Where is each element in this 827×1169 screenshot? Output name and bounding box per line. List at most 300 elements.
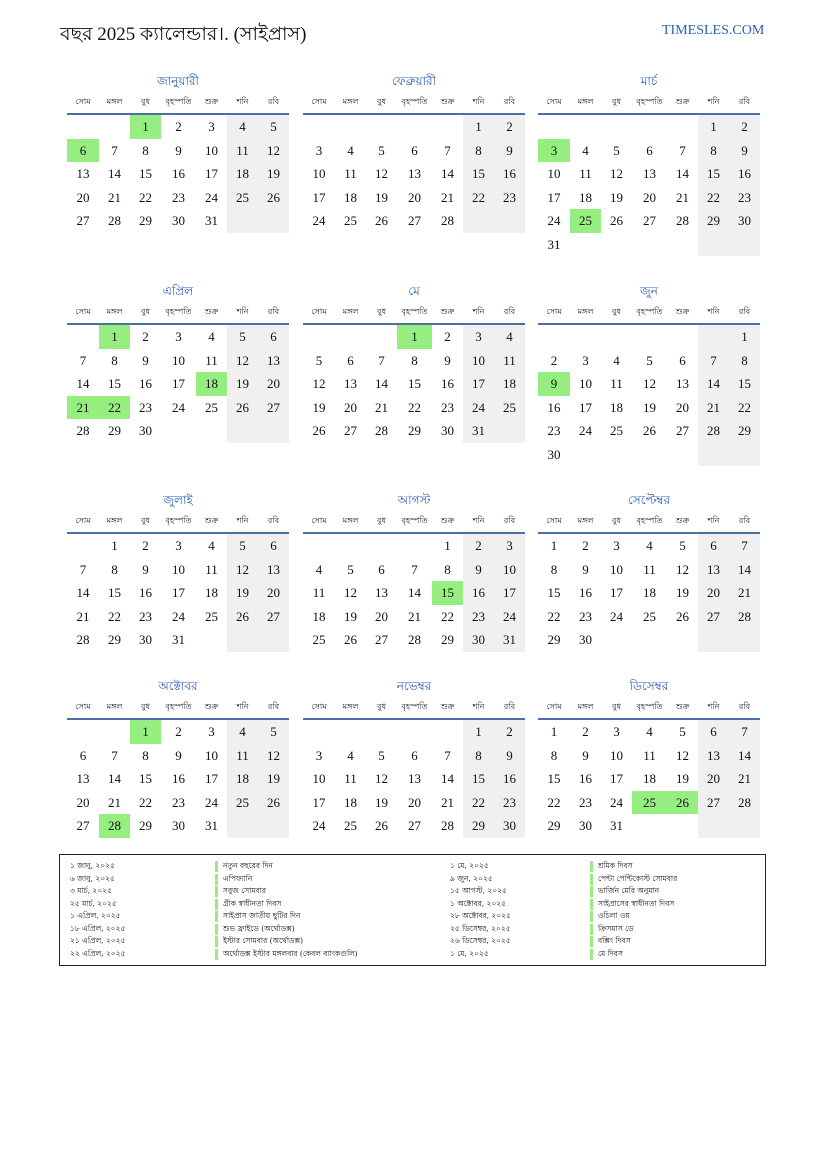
day-cell[interactable]: 27: [76, 213, 90, 228]
holiday-day-cell[interactable]: 25: [632, 791, 667, 815]
day-cell[interactable]: 24: [494, 605, 525, 629]
day-cell[interactable]: 17: [579, 399, 592, 415]
day-cell[interactable]: 13: [643, 166, 656, 181]
day-cell[interactable]: 12: [610, 166, 623, 181]
day-cell[interactable]: 7: [111, 747, 118, 763]
day-cell[interactable]: 21: [108, 794, 121, 810]
day-cell[interactable]: 20: [76, 794, 90, 810]
day-cell[interactable]: 18: [610, 399, 623, 415]
day-cell[interactable]: 2: [494, 115, 525, 139]
day-cell[interactable]: 17: [205, 771, 218, 786]
day-cell[interactable]: 19: [227, 581, 258, 605]
day-cell[interactable]: 10: [205, 142, 218, 158]
holiday-day-cell[interactable]: 6: [67, 139, 99, 163]
day-cell[interactable]: 28: [676, 213, 689, 228]
day-cell[interactable]: 16: [579, 585, 592, 600]
day-cell[interactable]: 26: [375, 818, 388, 833]
day-cell[interactable]: 11: [205, 352, 218, 368]
day-cell[interactable]: 30: [139, 423, 152, 438]
day-cell[interactable]: 21: [676, 189, 689, 205]
day-cell[interactable]: 25: [227, 791, 258, 815]
day-cell[interactable]: 20: [344, 399, 357, 415]
day-cell[interactable]: 27: [408, 213, 421, 228]
day-cell[interactable]: 22: [547, 794, 561, 810]
day-cell[interactable]: 20: [258, 372, 289, 396]
day-cell[interactable]: 5: [315, 352, 323, 368]
day-cell[interactable]: 8: [550, 747, 558, 763]
day-cell[interactable]: 24: [205, 794, 218, 810]
day-cell[interactable]: 8: [111, 561, 118, 577]
day-cell[interactable]: 12: [375, 771, 388, 786]
day-cell[interactable]: 17: [172, 376, 185, 391]
day-cell[interactable]: 29: [463, 814, 494, 838]
day-cell[interactable]: 1: [550, 538, 558, 553]
day-cell[interactable]: 4: [208, 538, 215, 553]
day-cell[interactable]: 20: [76, 189, 90, 205]
day-cell[interactable]: 16: [463, 581, 494, 605]
day-cell[interactable]: 2: [582, 724, 589, 739]
day-cell[interactable]: 13: [258, 349, 289, 373]
day-cell[interactable]: 5: [347, 561, 354, 577]
day-cell[interactable]: 15: [108, 585, 121, 600]
day-cell[interactable]: 8: [142, 142, 149, 158]
day-cell[interactable]: 28: [441, 213, 454, 228]
day-cell[interactable]: 6: [646, 142, 653, 158]
day-cell[interactable]: 18: [344, 794, 357, 810]
day-cell[interactable]: 28: [729, 791, 760, 815]
day-cell[interactable]: 1: [444, 538, 451, 553]
day-cell[interactable]: 15: [139, 166, 152, 181]
day-cell[interactable]: 22: [408, 399, 421, 415]
day-cell[interactable]: 15: [547, 585, 561, 600]
day-cell[interactable]: 3: [208, 119, 215, 134]
holiday-day-cell[interactable]: 9: [538, 372, 570, 396]
day-cell[interactable]: 30: [494, 814, 525, 838]
day-cell[interactable]: 20: [676, 399, 689, 415]
day-cell[interactable]: 1: [463, 115, 494, 139]
day-cell[interactable]: 6: [698, 534, 729, 558]
day-cell[interactable]: 19: [344, 608, 357, 624]
day-cell[interactable]: 31: [205, 818, 218, 833]
day-cell[interactable]: 7: [444, 747, 451, 763]
day-cell[interactable]: 21: [441, 189, 454, 205]
day-cell[interactable]: 18: [579, 189, 592, 205]
day-cell[interactable]: 24: [172, 399, 185, 415]
day-cell[interactable]: 2: [175, 724, 182, 739]
day-cell[interactable]: 11: [643, 747, 656, 763]
day-cell[interactable]: 14: [375, 376, 388, 391]
day-cell[interactable]: 14: [698, 372, 729, 396]
day-cell[interactable]: 24: [579, 423, 592, 438]
day-cell[interactable]: 20: [698, 767, 729, 791]
day-cell[interactable]: 16: [139, 585, 152, 600]
day-cell[interactable]: 3: [315, 142, 323, 158]
day-cell[interactable]: 8: [463, 744, 494, 768]
day-cell[interactable]: 8: [111, 352, 118, 368]
day-cell[interactable]: 17: [463, 372, 494, 396]
day-cell[interactable]: 12: [375, 166, 388, 181]
day-cell[interactable]: 18: [205, 585, 218, 600]
holiday-day-cell[interactable]: 1: [397, 325, 432, 349]
day-cell[interactable]: 13: [698, 744, 729, 768]
day-cell[interactable]: 26: [610, 213, 623, 228]
day-cell[interactable]: 17: [610, 585, 623, 600]
day-cell[interactable]: 14: [729, 744, 760, 768]
day-cell[interactable]: 30: [441, 423, 454, 438]
day-cell[interactable]: 7: [378, 352, 385, 368]
day-cell[interactable]: 29: [139, 818, 152, 833]
day-cell[interactable]: 21: [441, 794, 454, 810]
day-cell[interactable]: 26: [258, 791, 289, 815]
day-cell[interactable]: 11: [227, 744, 258, 768]
day-cell[interactable]: 23: [729, 186, 760, 210]
day-cell[interactable]: 9: [463, 558, 494, 582]
day-cell[interactable]: 28: [441, 818, 454, 833]
day-cell[interactable]: 24: [610, 608, 623, 624]
day-cell[interactable]: 8: [411, 352, 418, 368]
day-cell[interactable]: 16: [172, 771, 185, 786]
day-cell[interactable]: 21: [375, 399, 388, 415]
day-cell[interactable]: 5: [378, 142, 385, 158]
day-cell[interactable]: 6: [347, 352, 354, 368]
day-cell[interactable]: 8: [729, 349, 760, 373]
holiday-day-cell[interactable]: 1: [130, 115, 161, 139]
day-cell[interactable]: 25: [610, 423, 623, 438]
day-cell[interactable]: 8: [698, 139, 729, 163]
day-cell[interactable]: 15: [139, 771, 152, 786]
day-cell[interactable]: 22: [463, 791, 494, 815]
day-cell[interactable]: 4: [227, 115, 258, 139]
day-cell[interactable]: 15: [698, 162, 729, 186]
day-cell[interactable]: 30: [139, 632, 152, 647]
day-cell[interactable]: 10: [172, 352, 185, 368]
day-cell[interactable]: 5: [613, 142, 620, 158]
day-cell[interactable]: 7: [729, 720, 760, 744]
day-cell[interactable]: 12: [227, 558, 258, 582]
day-cell[interactable]: 19: [375, 794, 388, 810]
day-cell[interactable]: 24: [547, 213, 561, 228]
day-cell[interactable]: 30: [547, 446, 561, 462]
day-cell[interactable]: 25: [205, 608, 218, 624]
day-cell[interactable]: 12: [643, 376, 656, 391]
day-cell[interactable]: 2: [142, 329, 149, 344]
day-cell[interactable]: 25: [312, 632, 326, 647]
site-link[interactable]: TIMESLES.COM: [662, 23, 765, 38]
day-cell[interactable]: 30: [172, 818, 185, 833]
day-cell[interactable]: 15: [729, 372, 760, 396]
day-cell[interactable]: 19: [643, 399, 656, 415]
day-cell[interactable]: 19: [676, 585, 689, 600]
holiday-day-cell[interactable]: 1: [99, 325, 130, 349]
day-cell[interactable]: 20: [408, 794, 421, 810]
day-cell[interactable]: 8: [142, 747, 149, 763]
day-cell[interactable]: 1: [698, 115, 729, 139]
day-cell[interactable]: 26: [258, 186, 289, 210]
day-cell[interactable]: 12: [312, 376, 326, 391]
day-cell[interactable]: 3: [582, 352, 589, 368]
day-cell[interactable]: 27: [676, 423, 689, 438]
day-cell[interactable]: 22: [441, 608, 454, 624]
day-cell[interactable]: 9: [729, 139, 760, 163]
day-cell[interactable]: 6: [698, 720, 729, 744]
day-cell[interactable]: 16: [441, 376, 454, 391]
day-cell[interactable]: 26: [676, 608, 689, 624]
day-cell[interactable]: 13: [676, 376, 689, 391]
day-cell[interactable]: 13: [76, 771, 90, 786]
day-cell[interactable]: 5: [378, 747, 385, 763]
day-cell[interactable]: 18: [227, 162, 258, 186]
day-cell[interactable]: 12: [676, 747, 689, 763]
day-cell[interactable]: 7: [79, 352, 87, 368]
day-cell[interactable]: 11: [227, 139, 258, 163]
day-cell[interactable]: 7: [79, 561, 87, 577]
day-cell[interactable]: 29: [547, 818, 561, 833]
day-cell[interactable]: 30: [729, 209, 760, 233]
day-cell[interactable]: 11: [344, 166, 357, 181]
day-cell[interactable]: 29: [698, 209, 729, 233]
day-cell[interactable]: 22: [108, 608, 121, 624]
day-cell[interactable]: 3: [315, 747, 323, 763]
day-cell[interactable]: 14: [441, 771, 454, 786]
day-cell[interactable]: 9: [142, 352, 149, 368]
day-cell[interactable]: 11: [643, 561, 656, 577]
day-cell[interactable]: 7: [679, 142, 686, 158]
day-cell[interactable]: 30: [172, 213, 185, 228]
day-cell[interactable]: 29: [729, 419, 760, 443]
day-cell[interactable]: 26: [227, 396, 258, 420]
day-cell[interactable]: 5: [679, 724, 686, 739]
day-cell[interactable]: 23: [441, 399, 454, 415]
day-cell[interactable]: 28: [108, 213, 121, 228]
day-cell[interactable]: 25: [205, 399, 218, 415]
day-cell[interactable]: 3: [175, 538, 182, 553]
day-cell[interactable]: 24: [463, 396, 494, 420]
day-cell[interactable]: 10: [463, 349, 494, 373]
day-cell[interactable]: 16: [729, 162, 760, 186]
day-cell[interactable]: 4: [494, 325, 525, 349]
day-cell[interactable]: 19: [676, 771, 689, 786]
day-cell[interactable]: 19: [375, 189, 388, 205]
day-cell[interactable]: 16: [172, 166, 185, 181]
holiday-day-cell[interactable]: 22: [99, 396, 130, 420]
day-cell[interactable]: 27: [258, 605, 289, 629]
day-cell[interactable]: 23: [494, 791, 525, 815]
day-cell[interactable]: 5: [646, 352, 653, 368]
holiday-day-cell[interactable]: 25: [570, 209, 601, 233]
day-cell[interactable]: 17: [547, 189, 561, 205]
day-cell[interactable]: 24: [172, 608, 185, 624]
day-cell[interactable]: 3: [613, 724, 620, 739]
day-cell[interactable]: 23: [172, 794, 185, 810]
day-cell[interactable]: 4: [347, 747, 354, 763]
day-cell[interactable]: 22: [139, 189, 152, 205]
day-cell[interactable]: 30: [579, 632, 592, 647]
day-cell[interactable]: 2: [550, 352, 558, 368]
day-cell[interactable]: 14: [408, 585, 421, 600]
day-cell[interactable]: 27: [344, 423, 357, 438]
day-cell[interactable]: 16: [494, 767, 525, 791]
day-cell[interactable]: 12: [258, 744, 289, 768]
day-cell[interactable]: 18: [643, 771, 656, 786]
day-cell[interactable]: 9: [494, 139, 525, 163]
day-cell[interactable]: 6: [411, 142, 418, 158]
day-cell[interactable]: 26: [312, 423, 326, 438]
day-cell[interactable]: 21: [408, 608, 421, 624]
holiday-day-cell[interactable]: 1: [130, 720, 161, 744]
day-cell[interactable]: 27: [643, 213, 656, 228]
day-cell[interactable]: 6: [411, 747, 418, 763]
day-cell[interactable]: 21: [698, 396, 729, 420]
day-cell[interactable]: 18: [344, 189, 357, 205]
holiday-day-cell[interactable]: 15: [432, 581, 463, 605]
day-cell[interactable]: 8: [444, 561, 451, 577]
day-cell[interactable]: 4: [227, 720, 258, 744]
day-cell[interactable]: 17: [610, 771, 623, 786]
day-cell[interactable]: 2: [444, 329, 451, 344]
day-cell[interactable]: 22: [729, 396, 760, 420]
day-cell[interactable]: 21: [729, 581, 760, 605]
day-cell[interactable]: 24: [312, 818, 326, 833]
day-cell[interactable]: 7: [411, 561, 418, 577]
day-cell[interactable]: 8: [463, 139, 494, 163]
day-cell[interactable]: 16: [494, 162, 525, 186]
day-cell[interactable]: 29: [108, 423, 121, 438]
day-cell[interactable]: 14: [108, 771, 121, 786]
day-cell[interactable]: 3: [494, 534, 525, 558]
day-cell[interactable]: 31: [205, 213, 218, 228]
day-cell[interactable]: 23: [547, 423, 561, 438]
day-cell[interactable]: 28: [375, 423, 388, 438]
day-cell[interactable]: 26: [227, 605, 258, 629]
day-cell[interactable]: 28: [698, 419, 729, 443]
day-cell[interactable]: 15: [463, 767, 494, 791]
day-cell[interactable]: 20: [698, 581, 729, 605]
day-cell[interactable]: 14: [441, 166, 454, 181]
day-cell[interactable]: 25: [227, 186, 258, 210]
day-cell[interactable]: 15: [547, 771, 561, 786]
day-cell[interactable]: 11: [494, 349, 525, 373]
day-cell[interactable]: 20: [258, 581, 289, 605]
day-cell[interactable]: 27: [408, 818, 421, 833]
day-cell[interactable]: 4: [347, 142, 354, 158]
day-cell[interactable]: 6: [679, 352, 686, 368]
holiday-day-cell[interactable]: 21: [67, 396, 99, 420]
day-cell[interactable]: 12: [676, 561, 689, 577]
day-cell[interactable]: 13: [375, 585, 388, 600]
day-cell[interactable]: 17: [494, 581, 525, 605]
day-cell[interactable]: 3: [463, 325, 494, 349]
day-cell[interactable]: 5: [258, 720, 289, 744]
day-cell[interactable]: 22: [547, 608, 561, 624]
day-cell[interactable]: 26: [344, 632, 357, 647]
day-cell[interactable]: 22: [463, 186, 494, 210]
day-cell[interactable]: 23: [463, 605, 494, 629]
day-cell[interactable]: 25: [494, 396, 525, 420]
holiday-day-cell[interactable]: 18: [196, 372, 227, 396]
day-cell[interactable]: 2: [463, 534, 494, 558]
day-cell[interactable]: 14: [76, 376, 90, 391]
day-cell[interactable]: 8: [550, 561, 558, 577]
day-cell[interactable]: 10: [205, 747, 218, 763]
day-cell[interactable]: 10: [312, 771, 326, 786]
day-cell[interactable]: 4: [646, 538, 653, 553]
day-cell[interactable]: 14: [676, 166, 689, 181]
day-cell[interactable]: 1: [111, 538, 118, 553]
day-cell[interactable]: 2: [175, 119, 182, 134]
day-cell[interactable]: 15: [408, 376, 421, 391]
day-cell[interactable]: 10: [312, 166, 326, 181]
day-cell[interactable]: 10: [579, 376, 592, 391]
day-cell[interactable]: 9: [175, 747, 182, 763]
day-cell[interactable]: 29: [108, 632, 121, 647]
day-cell[interactable]: 7: [111, 142, 118, 158]
day-cell[interactable]: 9: [175, 142, 182, 158]
day-cell[interactable]: 10: [610, 747, 623, 763]
day-cell[interactable]: 14: [76, 585, 90, 600]
day-cell[interactable]: 18: [312, 608, 326, 624]
day-cell[interactable]: 6: [258, 325, 289, 349]
day-cell[interactable]: 10: [172, 561, 185, 577]
day-cell[interactable]: 13: [408, 166, 421, 181]
day-cell[interactable]: 11: [579, 166, 592, 181]
day-cell[interactable]: 28: [408, 632, 421, 647]
day-cell[interactable]: 23: [172, 189, 185, 205]
day-cell[interactable]: 29: [441, 632, 454, 647]
day-cell[interactable]: 24: [312, 213, 326, 228]
day-cell[interactable]: 9: [582, 747, 589, 763]
day-cell[interactable]: 31: [463, 419, 494, 443]
day-cell[interactable]: 11: [312, 585, 326, 600]
day-cell[interactable]: 5: [679, 538, 686, 553]
day-cell[interactable]: 12: [344, 585, 357, 600]
day-cell[interactable]: 30: [579, 818, 592, 833]
day-cell[interactable]: 23: [579, 794, 592, 810]
day-cell[interactable]: 7: [729, 534, 760, 558]
day-cell[interactable]: 22: [139, 794, 152, 810]
day-cell[interactable]: 15: [108, 376, 121, 391]
day-cell[interactable]: 13: [76, 166, 90, 181]
day-cell[interactable]: 18: [227, 767, 258, 791]
day-cell[interactable]: 22: [698, 186, 729, 210]
day-cell[interactable]: 27: [76, 818, 90, 833]
day-cell[interactable]: 6: [258, 534, 289, 558]
day-cell[interactable]: 9: [494, 744, 525, 768]
day-cell[interactable]: 10: [494, 558, 525, 582]
day-cell[interactable]: 2: [494, 720, 525, 744]
day-cell[interactable]: 6: [378, 561, 385, 577]
day-cell[interactable]: 7: [698, 349, 729, 373]
day-cell[interactable]: 23: [494, 186, 525, 210]
day-cell[interactable]: 12: [258, 139, 289, 163]
day-cell[interactable]: 7: [444, 142, 451, 158]
day-cell[interactable]: 11: [344, 771, 357, 786]
day-cell[interactable]: 28: [76, 423, 90, 438]
day-cell[interactable]: 2: [582, 538, 589, 553]
day-cell[interactable]: 14: [729, 558, 760, 582]
day-cell[interactable]: 20: [375, 608, 388, 624]
day-cell[interactable]: 4: [582, 142, 589, 158]
day-cell[interactable]: 19: [610, 189, 623, 205]
day-cell[interactable]: 27: [375, 632, 388, 647]
day-cell[interactable]: 13: [698, 558, 729, 582]
day-cell[interactable]: 18: [494, 372, 525, 396]
day-cell[interactable]: 26: [375, 213, 388, 228]
day-cell[interactable]: 31: [610, 818, 623, 833]
day-cell[interactable]: 13: [408, 771, 421, 786]
holiday-day-cell[interactable]: 26: [667, 791, 698, 815]
day-cell[interactable]: 16: [547, 399, 561, 415]
day-cell[interactable]: 31: [547, 236, 561, 252]
